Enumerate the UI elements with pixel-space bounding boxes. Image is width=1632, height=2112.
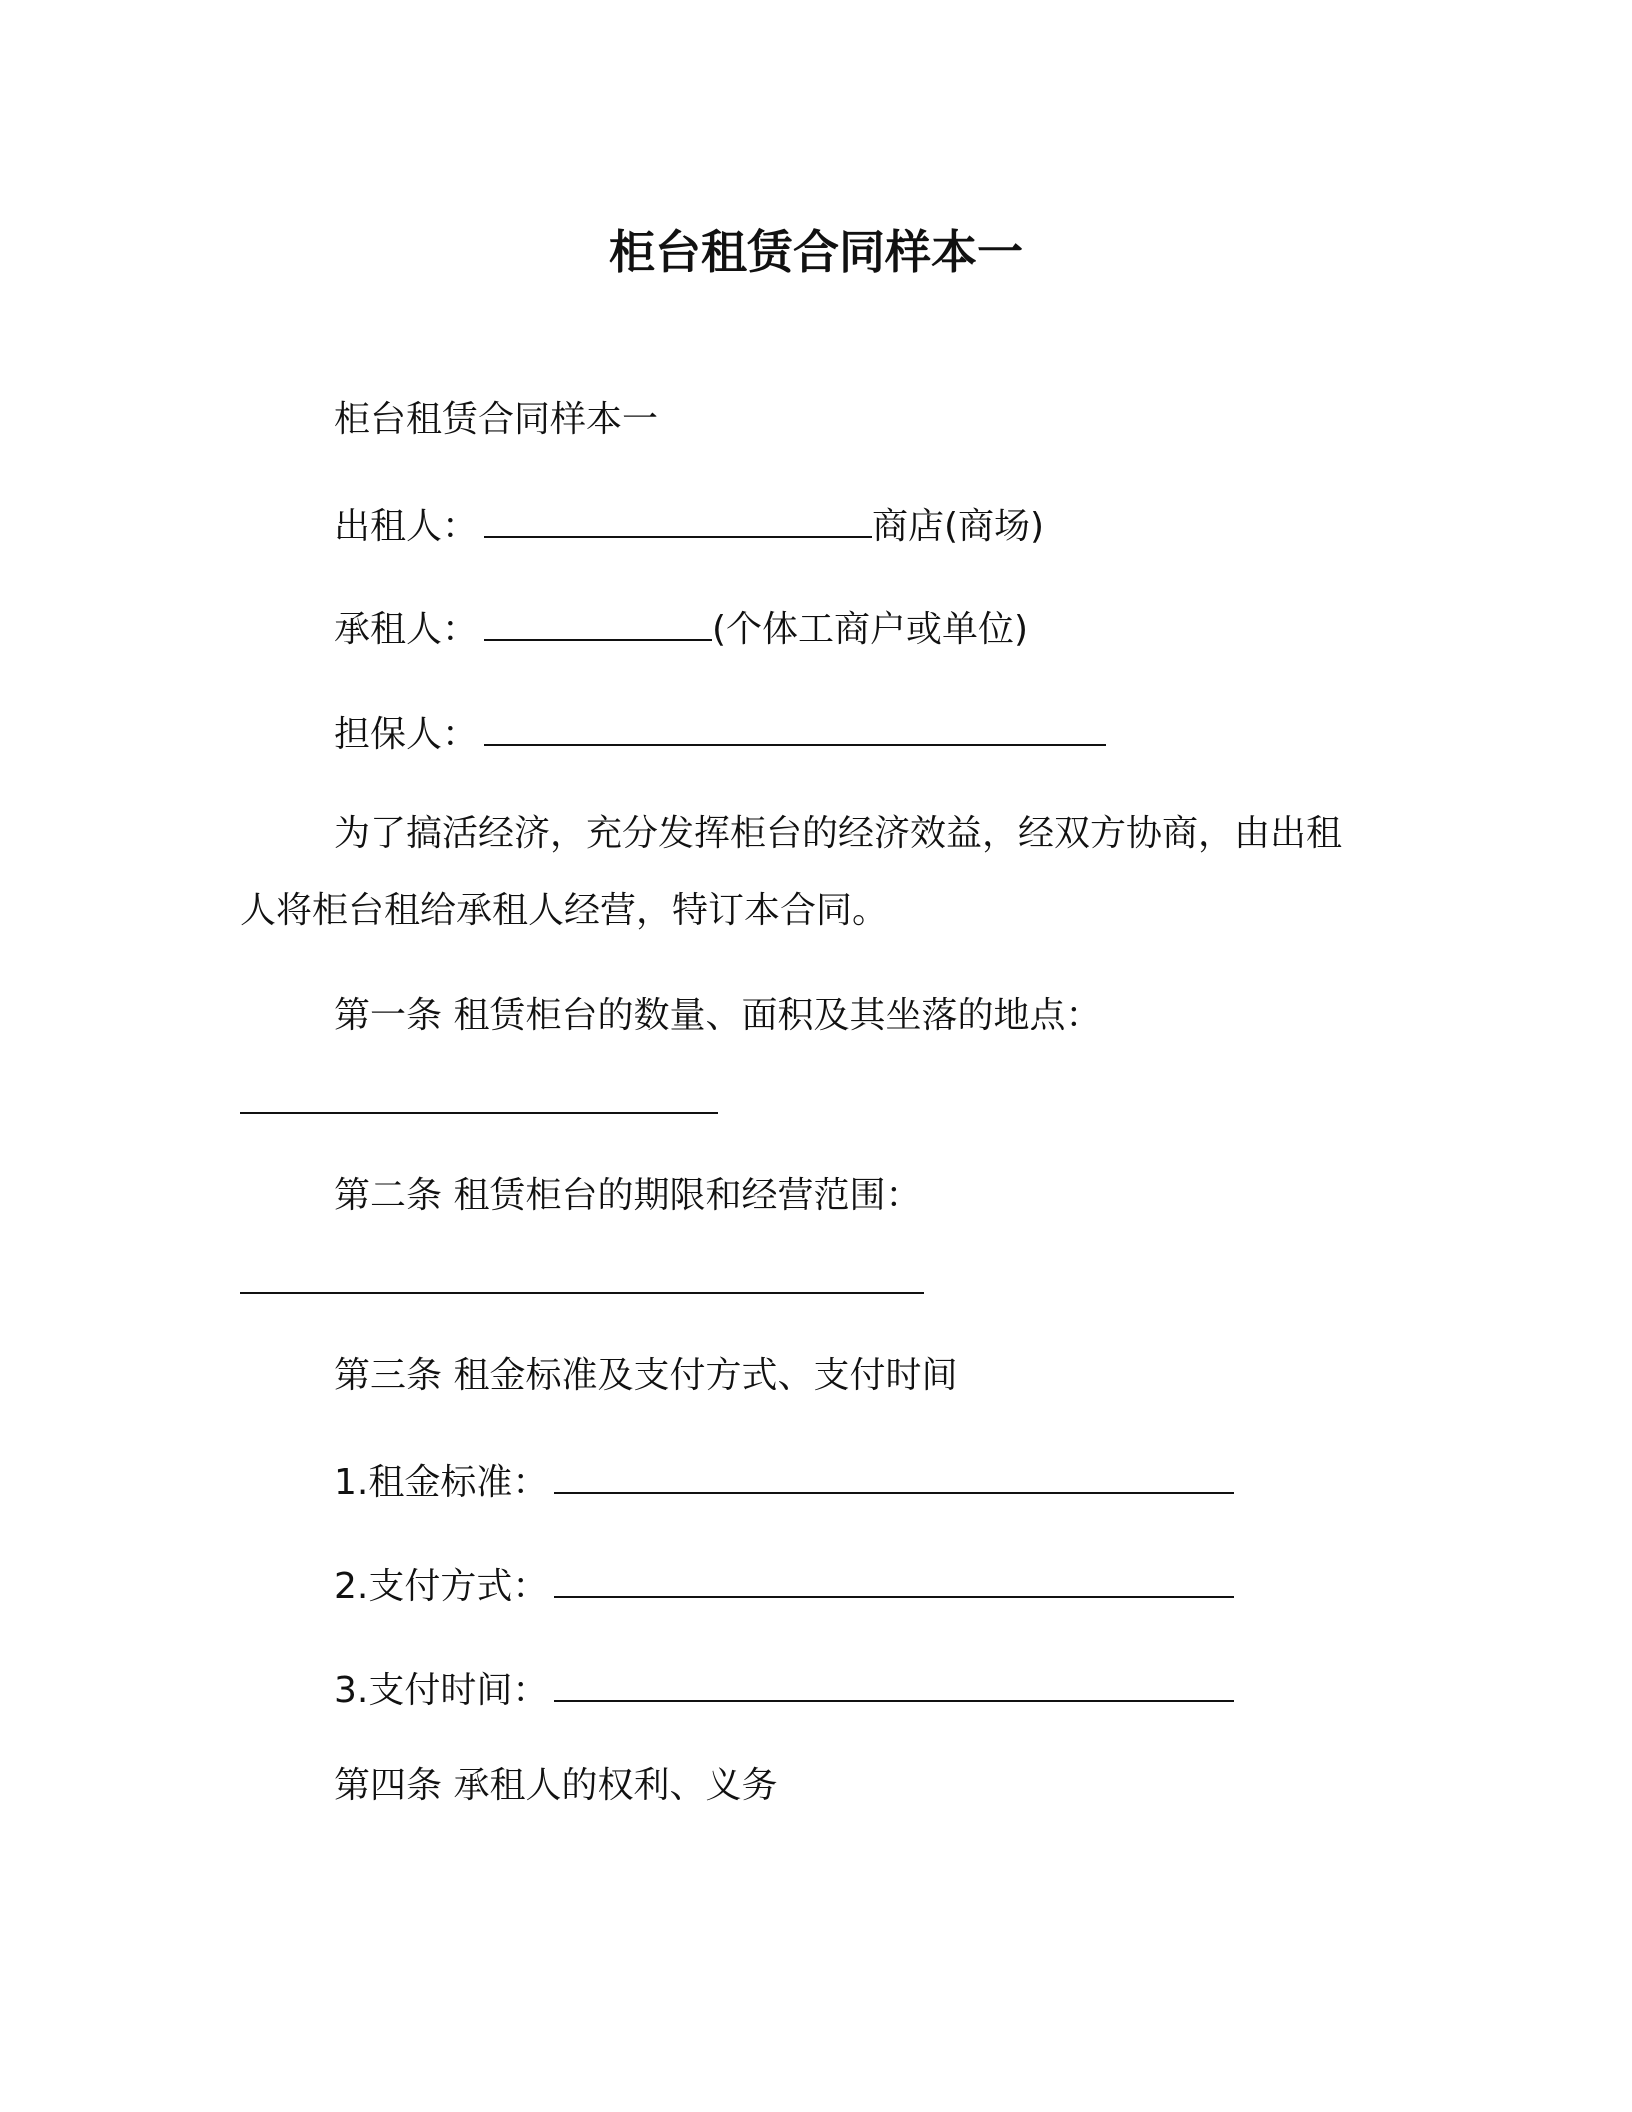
lessee-label: 承租人： xyxy=(334,609,479,650)
rent-standard-blank[interactable] xyxy=(554,1456,1234,1494)
guarantor-line xyxy=(334,708,1106,759)
lessor-blank[interactable] xyxy=(484,500,872,538)
payment-time-label: 3.支付时间： xyxy=(334,1670,549,1711)
article-2-blank[interactable] xyxy=(240,1292,924,1294)
payment-time-line xyxy=(334,1664,1234,1715)
lessor-suffix: 商店(商场) xyxy=(872,506,1045,547)
lessee-suffix: (个体工商户或单位) xyxy=(712,609,1029,650)
payment-method-line xyxy=(334,1560,1234,1611)
lessee-line xyxy=(334,603,1028,654)
payment-time-blank[interactable] xyxy=(554,1664,1234,1702)
article-4-heading: 第四条 承租人的权利、义务 xyxy=(334,1765,778,1806)
guarantor-blank[interactable] xyxy=(484,708,1106,746)
payment-method-blank[interactable] xyxy=(554,1560,1234,1598)
article-1-heading: 第一条 租赁柜台的数量、面积及其坐落的地点： xyxy=(334,995,1102,1036)
payment-method-label: 2.支付方式： xyxy=(334,1566,549,1607)
lessor-label: 出租人： xyxy=(334,506,479,547)
article-2-heading: 第二条 租赁柜台的期限和经营范围： xyxy=(334,1175,922,1216)
preamble-line-2: 人将柜台租给承租人经营，特订本合同。 xyxy=(240,890,889,931)
article-3-heading: 第三条 租金标准及支付方式、支付时间 xyxy=(334,1355,958,1396)
document-subtitle: 柜台租赁合同样本一 xyxy=(334,399,659,440)
document-title: 柜台租赁合同样本一 xyxy=(609,225,1023,279)
preamble-line-1: 为了搞活经济，充分发挥柜台的经济效益，经双方协商，由出租 xyxy=(334,813,1343,854)
rent-standard-label: 1.租金标准： xyxy=(334,1462,549,1503)
rent-standard-line xyxy=(334,1456,1234,1507)
lessor-line xyxy=(334,500,1044,551)
guarantor-label: 担保人： xyxy=(334,714,479,755)
article-1-blank[interactable] xyxy=(240,1112,718,1114)
lessee-blank[interactable] xyxy=(484,603,712,641)
